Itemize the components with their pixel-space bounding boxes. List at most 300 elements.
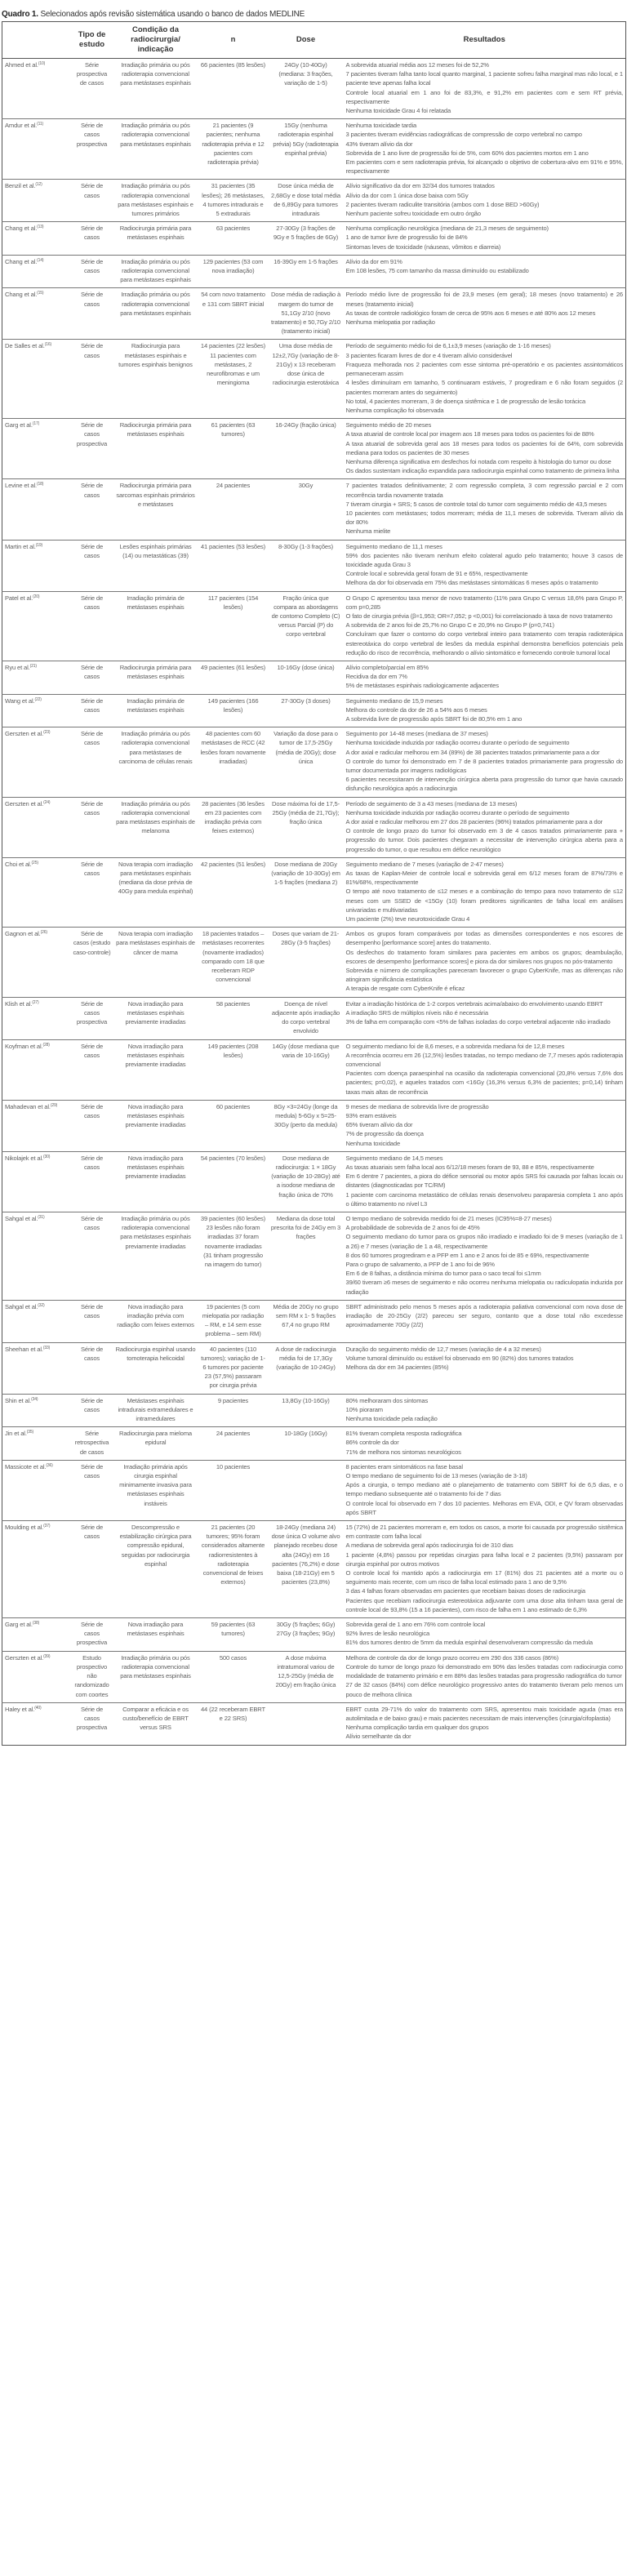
cell-condition: Nova irradiação para metástases espinhais previamente irradiadas <box>125 999 186 1026</box>
cell-condition: Descompressão e estabilização cirúrgica para compressão epidural, seguidas por radiocirurgia espinhal <box>119 1524 192 1568</box>
cell-results <box>344 1342 626 1394</box>
cell-study-type: Série de casos <box>80 1302 104 1319</box>
result-item: 7 pacientes tratados definitivamente; 2 com regressão completa, 3 com regressão parcial e 2 com recorrência tardia novamente tratada <box>345 482 623 499</box>
result-item: Pacientes que recebiam radiocirurgia estereotáxica adjuvante com uma dose alta tinham taxa geral de controle local de 93,8% (15 a 16 pacientes), com risco de falha em 1 ano estimado de 6,3% <box>345 1596 623 1613</box>
result-item: O controle local foi mantido após a radiocirurgia em 17 (81%) dos 21 pacientes até a morte ou o seguimento mais recente, com um risco de falha local estimado para 1 ano de 9,5% <box>345 1569 623 1586</box>
result-item: Sobrevida e número de complicações pareceram favorecer o grupo CyberKnife, mas as diferenças não atingiram significância estatística <box>345 967 623 984</box>
cell-study-type: Série de casos <box>80 1396 104 1413</box>
header-results: Resultados <box>344 22 626 59</box>
cell-dose: Dose mediana de radiocirurgia: 1 × 18Gy (variação de 10-28Gy) até a isodose mediana de fração única de 70% <box>271 1154 340 1199</box>
result-item: Em 6 de 8 falhas, a distância mínima do tumor para o saco tecal foi ≤1mm <box>345 1270 541 1278</box>
cell-results <box>344 340 626 419</box>
result-item: A taxa atuarial de controle local por imagem aos 18 meses para todos os pacientes foi de 88% <box>345 430 594 438</box>
author-name: Gerszten et al. <box>5 1653 44 1662</box>
cell-condition: Radiocirurgia primária para metástases espinhais <box>119 225 192 242</box>
author-name: Klish et al. <box>5 999 33 1008</box>
result-item: As taxas atuariais sem falha local aos 6/12/18 meses foram de 93, 88 e 85%, respectivamente <box>345 1163 594 1171</box>
reference-number: (35) <box>26 1430 34 1435</box>
cell-study-type: Série de casos <box>80 1345 104 1362</box>
result-item: EBRT custa 29-71% do valor do tratamento com SRS, apresentou mais toxicidade aguda (mas era autolimitada e de baixo grau) e mais pacientes necessitam de mais intervenções (cirurgia/cifoplastia) <box>345 1705 623 1722</box>
cell-study-type: Série de casos <box>80 182 104 199</box>
cell-condition: Radiocirurgia espinhal usando tomoterapia helicoidal <box>115 1345 196 1362</box>
result-item: O controle local foi observado em 7 dos 10 pacientes. Melhoras em EVA, ODI, e QV foram observadas após SBRT <box>345 1499 623 1516</box>
cell-study-type: Série de casos <box>80 1154 104 1171</box>
cell-results <box>344 727 626 797</box>
cell-condition: Irradiação primária ou pós radioterapia convencional para metástases espinhais <box>120 1653 191 1680</box>
result-item: Nenhuma complicação tardia em qualquer dos grupos <box>345 1724 489 1732</box>
reference-number: (32) <box>38 1302 45 1308</box>
reference-number: (20) <box>33 594 40 599</box>
result-item: Seguimento médio de 20 meses <box>345 421 432 429</box>
cell-n: 21 pacientes (20 tumores; 95% foram considerados altamente radiorresistentes à radioterapia convencional de feixes externos) <box>201 1524 265 1586</box>
result-item: Nenhuma toxicidade induzida por radiação ocorreu durante o período de seguimento <box>345 808 570 816</box>
cell-results <box>344 997 626 1039</box>
cell-condition: Nova irradiação para metástases espinhais previamente irradiadas <box>125 1042 186 1068</box>
cell-study-type: Estudo prospectivo não randomizado com coortes <box>74 1653 109 1698</box>
result-item: O seguimento mediano do tumor para os grupos não irradiado e irradiado foi de 9 meses (variação de 1 a 26) e 7 meses (variação de 1 a 48, respectivamente <box>345 1233 623 1250</box>
result-item: Em 108 lesões, 75 com tamanho da massa diminuído ou estabilizado <box>345 267 529 275</box>
cell-author <box>2 419 71 479</box>
cell-author <box>2 479 71 540</box>
result-item: Sobrevida de 1 ano livre de progressão foi de 5%, com 60% dos pacientes mortos em 1 ano <box>345 149 589 157</box>
table-row <box>2 222 626 256</box>
table-row <box>2 857 626 927</box>
cell-condition: Nova terapia com irradiação para metástases espinhais (mediana da dose prévia de 40Gy para medula espinhal) <box>118 860 193 896</box>
cell-results <box>344 180 626 222</box>
author-name: Shin et al. <box>5 1396 32 1404</box>
cell-author <box>2 1521 71 1618</box>
cell-dose: 8Gy ×3=24Gy (longe da medula) 5-6Gy x 5=25- 30Gy (perto da medula) <box>273 1102 338 1129</box>
cell-results <box>344 1039 626 1100</box>
cell-condition: Irradiação primária de metástases espinhais <box>127 696 185 714</box>
result-item: 71% de melhora nos sintomas neurológicos <box>345 1448 461 1456</box>
result-item: A sobrevida atuarial média aos 12 meses foi de 52,2% <box>345 61 489 69</box>
reference-number: (25) <box>31 860 38 865</box>
author-name: Choi et al. <box>5 860 32 868</box>
result-item: 59% dos pacientes não tiveram nenhum efeito colateral agudo pelo tratamento; houve 3 casos de toxicidade aguda Grau 3 <box>345 551 623 568</box>
cell-dose: 27-30Gy (3 frações de 9Gy e 5 frações de 6Gy) <box>273 225 339 242</box>
cell-condition: Nova irradiação para irradiação prévia com radiação com feixes externos <box>117 1302 194 1329</box>
cell-author <box>2 1151 71 1212</box>
cell-dose: 16-39Gy em 1-5 frações <box>273 257 338 265</box>
cell-condition: Radiocirurgia primária para sarcomas espinhais primários e metástases <box>116 482 195 508</box>
cell-author <box>2 119 71 180</box>
header-dose: Dose <box>269 22 344 59</box>
cell-dose <box>269 1460 344 1520</box>
result-item: Alívio significativo da dor em 32/34 dos tumores tratados <box>345 182 495 190</box>
result-item: O fato de cirurgia prévia (β=1,953; OR=7,052; p <0,001) foi correlacionado à taxa de novo tratamento <box>345 612 612 620</box>
reference-number: (31) <box>38 1214 45 1220</box>
result-item: Período médio livre de progressão foi de 23,9 meses (em geral); 18 meses (novo tratamento) e 26 meses (tratamento inicial) <box>345 291 623 308</box>
cell-n: 18 pacientes tratados – metástases recorrentes (novamente irradiados) comparado com 18 que receberam RDP convencional <box>202 930 265 984</box>
author-name: Benzil et al. <box>5 182 36 190</box>
result-item: A sobrevida livre de progressão após SBRT foi de 80,5% em 1 ano <box>345 715 522 723</box>
author-name: Levine et al. <box>5 482 37 490</box>
cell-condition: Radiocirurgia primária para metástases espinhais <box>119 421 192 438</box>
result-item: 9 meses de mediana de sobrevida livre de progressão <box>345 1102 489 1110</box>
cell-dose: Média de 20Gy no grupo sem RM x 1- 5 frações 67,4 no grupo RM <box>273 1302 339 1329</box>
result-item: 7% de progressão da doença <box>345 1130 424 1138</box>
table-row <box>2 1460 626 1520</box>
author-name: Massicote et al. <box>5 1462 47 1470</box>
cell-condition: Nova irradiação para metástases espinhais previamente irradiadas <box>125 1102 186 1129</box>
cell-dose: Dose média de radiação à margem do tumor de 51,1Gy 2/10 (novo tratamento) e 50,7Gy 2/10 (tratamento inicial) <box>270 291 341 336</box>
header-author <box>2 22 71 59</box>
result-item: 65% tiveram alívio da dor <box>345 1121 413 1129</box>
reference-number: (15) <box>37 291 44 296</box>
table-row <box>2 180 626 222</box>
cell-n: 54 com novo tratamento e 131 com SBRT inicial <box>201 291 265 308</box>
cell-author <box>2 222 71 256</box>
cell-author <box>2 591 71 661</box>
cell-results <box>344 1618 626 1652</box>
result-item: 1 ano de tumor livre de progressão foi de 84% <box>345 234 468 242</box>
author-name: Patel et al. <box>5 594 33 602</box>
result-item: Duração do seguimento médio de 12,7 meses (variação de 4 a 32 meses) <box>345 1345 541 1353</box>
cell-author <box>2 1651 71 1702</box>
result-item: No total, 4 pacientes morreram, 3 de doença sistêmica e 1 de progressão de lesão torácica <box>345 397 586 405</box>
author-name: Koyfman et al. <box>5 1042 43 1050</box>
cell-author <box>2 180 71 222</box>
cell-n: 41 pacientes (53 lesões) <box>200 542 266 550</box>
cell-n: 31 pacientes (35 lesões); 26 metástases, 4 tumores intradurais e 5 extradurais <box>202 182 265 218</box>
result-item: 15 (72%) de 21 pacientes morreram e, em todos os casos, a morte foi causada por progressão sistêmica em contraste com falha local <box>345 1524 623 1541</box>
result-item: 81% dos tumores dentro de 5mm da medula espinhal desenvolveram compressão da medula <box>345 1639 593 1647</box>
result-item: Melhora da dor em 34 pacientes (85%) <box>345 1364 449 1371</box>
result-item: Nenhuma complicação neurológica (mediana de 21,3 meses de seguimento) <box>345 225 549 233</box>
author-name: Martin et al. <box>5 542 36 550</box>
cell-author <box>2 255 71 288</box>
cell-n: 66 pacientes (85 lesões) <box>200 61 266 69</box>
result-item: Alívio completo/parcial em 85% <box>345 663 429 671</box>
author-name: Haley et al. <box>5 1705 35 1713</box>
result-item: Em pacientes com e sem radioterapia prévia, foi alcançado o objetivo de cobertura-alvo em 91% e 95%, respectivamente <box>345 158 623 176</box>
author-name: Garg et al. <box>5 1621 33 1629</box>
result-item: Controle local atuarial em 1 ano foi de 83,3%, e 91,2% em pacientes com e sem RT prévia, respectivamente <box>345 88 623 105</box>
table-row <box>2 1618 626 1652</box>
cell-author <box>2 727 71 797</box>
result-item: Recidiva da dor em 7% <box>345 673 407 681</box>
reference-number: (39) <box>43 1653 51 1659</box>
result-item: Melhora da dor foi observada em 75% das metástases sintomáticas 6 meses após o tratamento <box>345 579 598 587</box>
author-name: Garg et al. <box>5 421 33 429</box>
result-item: Seguimento mediano de 14,5 meses <box>345 1154 443 1162</box>
author-name: Sahgal et al. <box>5 1214 38 1222</box>
reference-number: (10) <box>38 61 46 66</box>
table-header <box>2 22 626 59</box>
cell-results <box>344 479 626 540</box>
cell-dose: 10-18Gy (16Gy) <box>284 1430 327 1438</box>
result-item: 3 pacientes tiveram evidências radiográficas de compressão de corpo vertebral no campo <box>345 131 582 139</box>
reference-number: (17) <box>32 421 40 427</box>
cell-study-type: Série de casos <box>80 730 104 747</box>
table-row <box>2 1702 626 1745</box>
cell-study-type: Série retrospectiva de casos <box>74 1430 109 1456</box>
cell-dose: Dose mediana de 20Gy (variação de 10-30Gy) em 1-5 frações (mediana 2) <box>271 860 340 887</box>
result-item: 10% pioraram <box>345 1405 383 1413</box>
cell-n: 44 (22 receberam EBRT e 22 SRS) <box>200 1705 265 1722</box>
result-item: O tempo mediano de sobrevida medido foi de 21 meses (IC95%=8-27 meses) <box>345 1214 552 1222</box>
cell-dose: Dose única média de 2,68Gy e dose total média de 6,89Gy para tumores intradurais <box>271 182 340 218</box>
reference-number: (11) <box>37 122 44 127</box>
table-row <box>2 419 626 479</box>
cell-author <box>2 997 71 1039</box>
author-name: Mahadevan et al. <box>5 1102 51 1110</box>
reference-number: (13) <box>37 225 44 230</box>
reference-number: (14) <box>37 257 44 263</box>
result-item: A irradiação SRS de múltiplos níveis não é necessária <box>345 1008 488 1017</box>
cell-study-type: Série de casos <box>80 1524 104 1541</box>
result-item: Sobrevida geral de 1 ano em 76% com controle local <box>345 1621 486 1629</box>
cell-study-type: Série de casos (estudo caso-controle) <box>73 930 111 956</box>
reference-number: (16) <box>44 342 51 348</box>
author-name: Gerszten et al. <box>5 730 44 738</box>
table-row <box>2 1427 626 1461</box>
reference-number: (34) <box>31 1396 38 1402</box>
cell-n: 59 pacientes (63 tumores) <box>211 1621 256 1638</box>
cell-n: 129 pacientes (53 com nova irradiação) <box>202 257 264 275</box>
cell-results <box>344 1300 626 1342</box>
author-name: Gagnon et al. <box>5 930 41 938</box>
cell-dose: Doença de nível adjacente após irradiação do corpo vertebral envolvido <box>271 999 340 1035</box>
cell-author <box>2 928 71 997</box>
result-item: A mediana de sobrevida geral após radiocirurgia foi de 310 dias <box>345 1542 514 1550</box>
result-item: Período de seguimento médio foi de 6,1±3,9 meses (variação de 1-16 meses) <box>345 342 551 350</box>
result-item: Nenhuma toxicidade tardia <box>345 122 417 130</box>
reference-number: (26) <box>40 930 47 936</box>
result-item: A recorrência ocorreu em 26 (12,5%) lesões tratadas, no tempo mediano de 7,7 meses após radioterapia convencional <box>345 1051 623 1068</box>
cell-study-type: Série de casos prospectiva <box>76 999 108 1026</box>
result-item: Evitar a irradiação histórica de 1-2 corpos vertebrais acima/abaixo do envolvimento usando EBRT <box>345 999 603 1008</box>
cell-study-type: Série de casos <box>80 663 104 681</box>
table-row <box>2 661 626 694</box>
result-item: Controle do tumor de longo prazo foi demonstrado em 90% das lesões tratadas com radiocirurgia como modalidade de tratamento primário e em 88% das lesões tratadas para progressão radiográfica do tumor <box>345 1662 623 1680</box>
cell-results <box>344 1521 626 1618</box>
cell-author <box>2 1618 71 1652</box>
result-item: A probabilidade de sobrevida de 2 anos foi de 45% <box>345 1224 480 1232</box>
cell-condition: Irradiação primária após cirurgia espinhal minimamente invasiva para metástases espinhais instáveis <box>119 1462 192 1507</box>
reference-number: (28) <box>42 1042 50 1048</box>
cell-study-type: Série de casos prospectiva <box>76 1621 108 1647</box>
result-item: 5% de metástases espinhais radiologicamente adjacentes <box>345 682 499 690</box>
cell-results <box>344 59 626 119</box>
header-condition: Condição da radiocirurgia/ indicação <box>113 22 198 59</box>
cell-dose: Doses que variam de 21-28Gy (3-5 frações) <box>272 930 340 947</box>
result-item: Nenhuma toxicidade <box>345 1139 401 1147</box>
cell-dose: Uma dose média de 12±2,7Gy (variação de 8-21Gy) x 13 receberam dose única de radiocirurgia esterotáxica <box>272 342 340 387</box>
cell-study-type: Série de casos <box>80 291 104 308</box>
cell-results <box>344 419 626 479</box>
cell-results <box>344 1212 626 1300</box>
cell-n: 14 pacientes (22 lesões) 11 pacientes com metástases, 2 neurofibromas e um meningioma <box>200 342 266 387</box>
cell-n: 24 pacientes <box>216 1430 251 1438</box>
result-item: 8 dos 60 tumores progrediram e a PFP em 1 ano e 2 anos foi de 85 e 69%, respectivamente <box>345 1251 589 1259</box>
cell-results <box>344 288 626 340</box>
cell-n: 9 pacientes <box>217 1396 249 1404</box>
cell-dose: Variação da dose para o tumor de 17,5-25Gy (média de 20Gy); dose única <box>273 730 338 765</box>
result-item: Sintomas leves de toxicidade (náuseas, vômitos e diarreia) <box>345 242 501 251</box>
cell-study-type: Série de casos <box>80 1102 104 1119</box>
cell-study-type: Série de casos <box>80 342 104 359</box>
cell-author <box>2 1342 71 1394</box>
cell-condition: Irradiação primária ou pós radioterapia convencional para metástases espinhais de melanoma <box>116 799 195 835</box>
author-name: Moulding et al. <box>5 1524 44 1532</box>
cell-results <box>344 1394 626 1427</box>
reference-number: (30) <box>42 1154 51 1159</box>
cell-n: 54 pacientes (70 lesões) <box>200 1154 266 1162</box>
reference-number: (24) <box>43 799 51 805</box>
cell-n: 24 pacientes <box>216 482 251 490</box>
cell-results <box>344 255 626 288</box>
result-item: Nenhuma diferença significativa em desfechos foi notada com respeito à histologia do tumor ou dose <box>345 457 611 465</box>
cell-author <box>2 694 71 727</box>
cell-dose: 15Gy (nenhuma radioterapia espinhal prévia) 5Gy (radioterapia espinhal prévia) <box>273 122 339 157</box>
cell-dose: 30Gy (5 frações; 6Gy) 27Gy (3 frações; 9Gy) <box>276 1621 336 1638</box>
cell-n: 21 pacientes (9 pacientes; nenhuma radioterapia prévia e 12 pacientes com radioterapia prévia) <box>202 122 265 167</box>
author-name: De Salles et al. <box>5 342 45 350</box>
cell-n: 42 pacientes (51 lesões) <box>200 860 266 868</box>
reference-number: (12) <box>35 182 42 188</box>
result-item: Concluíram que fazer o contorno do corpo vertebral inteiro para tratamento com terapia radioterápica estereotáxica do corpo vertebral de lesões da medula espinhal demonstra benefícios potenciais pela redução do risco de recorrência, melhorando o alívio sintomático e fornecendo controle tumoral local <box>345 630 623 656</box>
table-row <box>2 1342 626 1394</box>
result-item: A taxa atuarial de sobrevida geral aos 18 meses para todos os pacientes foi de 64%, com sobrevida mediana para todos os pacientes de 30 meses <box>345 439 623 456</box>
cell-n: 28 pacientes (36 lesões em 23 pacientes com irradiação prévia com feixes externos) <box>202 799 265 835</box>
result-item: Em 6 dentre 7 pacientes, a piora do défice sensorial ou motor após SRS foi causada por falhas locais ou distantes (diagnosticadas por TC/RM) <box>345 1172 623 1190</box>
table-row <box>2 1100 626 1151</box>
cell-dose: Mediana da dose total prescrita foi de 24Gy em 3 frações <box>270 1214 341 1241</box>
cell-results <box>344 1100 626 1151</box>
cell-author <box>2 1702 71 1745</box>
result-item: A terapia de resgate com CyberKnife é eficaz <box>345 985 465 993</box>
result-item: Após a cirurgia, o tempo mediano até o planejamento de tratamento com SBRT foi de 6,5 dias, e o tempo mediano subsequente até o tratamento foi de 7 dias <box>345 1481 623 1498</box>
reference-number: (23) <box>43 730 51 736</box>
table-row <box>2 1212 626 1300</box>
result-item: Melhora de controle da dor de longo prazo ocorreu em 290 dos 336 casos (86%) <box>345 1653 558 1662</box>
cell-n: 39 pacientes (60 lesões) 23 lesões não foram irradiadas 37 foram novamente irradiadas (31 tinham progressão na imagem do tumor) <box>200 1214 266 1268</box>
cell-dose: 8-30Gy (1-3 frações) <box>278 542 334 550</box>
cell-study-type: Série de casos <box>80 1214 104 1232</box>
table-row <box>2 1039 626 1100</box>
cell-condition: Irradiação primária ou pós radioterapia convencional para metástases espinhais e tumores primários <box>118 182 193 218</box>
author-name: Wang et al. <box>5 696 35 705</box>
cell-dose: 14Gy (dose mediana que varia de 10-16Gy) <box>272 1042 340 1059</box>
result-item: Para o grupo de salvamento, a PFP de 1 ano foi de 96% <box>345 1260 495 1268</box>
result-item: 1 paciente (4,8%) passou por repetidas cirurgias para falha local e 2 pacientes (9,5%) passaram por cirurgia espinhal por outros motivos <box>345 1550 623 1568</box>
table-row <box>2 540 626 591</box>
author-name: Ryu et al. <box>5 663 30 671</box>
result-item: 7 tiveram cirurgia + SRS; 5 casos de controle total do tumor com seguimento médio de 43,5 meses <box>345 500 607 508</box>
cell-results <box>344 119 626 180</box>
result-item: As taxas de controle radiológico foram de cerca de 95% aos 6 meses e até 80% aos 12 meses <box>345 309 596 317</box>
cell-n: 500 casos <box>219 1653 247 1662</box>
result-item: O tempo até novo tratamento de ≤12 meses e a combinação do tempo para novo tratamento de ≤12 meses com um SSED de <15Gy (10) foram preditores significantes de falha local em análises univariadas e multivariadas <box>345 888 623 914</box>
caption-label: Quadro 1. <box>2 10 38 19</box>
result-item: O seguimento mediano foi de 8,6 meses, e a sobrevida mediana foi de 12,8 meses <box>345 1042 565 1050</box>
reference-number: (29) <box>50 1102 58 1108</box>
result-item: Nenhuma mielopatia por radiação <box>345 318 435 327</box>
header-n: n <box>198 22 269 59</box>
cell-study-type: Série de casos <box>80 799 104 816</box>
cell-dose: 13,8Gy (10-16Gy) <box>282 1396 330 1404</box>
result-item: 6 pacientes necessitaram de intervenção cirúrgica aberta para progressão do tumor que havia causado disfunção neurológica após a radiocirurgia <box>345 776 623 793</box>
result-item: Nenhuma mielite <box>345 527 391 536</box>
cell-dose: 24Gy (10-40Gy) (mediana: 3 frações, variação de 1-5) <box>278 61 333 87</box>
table-row <box>2 340 626 419</box>
result-item: O tempo mediano de seguimento foi de 13 meses (variação de 3-18) <box>345 1472 527 1480</box>
cell-study-type: Série de casos <box>80 225 104 242</box>
result-item: Nenhuma toxicidade pela radiação <box>345 1415 438 1423</box>
cell-study-type: Série de casos <box>80 542 104 559</box>
result-item: Alívio da dor com 1 única dose baixa com 5Gy <box>345 191 469 199</box>
result-item: 92% livres de lesão neurológica <box>345 1630 430 1638</box>
cell-author <box>2 1212 71 1300</box>
table-row <box>2 255 626 288</box>
cell-dose: 27-30Gy (3 doses) <box>281 696 331 705</box>
table-row <box>2 591 626 661</box>
cell-condition: Radiocirurgia para metástases espinhais e tumores espinhais benignos <box>118 342 193 368</box>
cell-results <box>344 1460 626 1520</box>
result-item: 7 pacientes tiveram falha tanto local quanto marginal, 1 paciente sofreu falha marginal mas não local, e 1 paciente teve apenas falha local <box>345 70 623 87</box>
cell-results <box>344 928 626 997</box>
cell-author <box>2 340 71 419</box>
cell-condition: Radiocirurgia para mieloma epidural <box>119 1430 192 1447</box>
cell-dose: A dose máxima intratumoral variou de 12,5-25Gy (média de 20Gy) em fração única <box>275 1653 336 1689</box>
cell-study-type: Série de casos prospectiva <box>76 1705 108 1732</box>
cell-n: 61 pacientes (63 tumores) <box>211 421 256 438</box>
caption-text: Selecionados após revisão sistemática usando o banco de dados MEDLINE <box>38 10 305 19</box>
table-row <box>2 1394 626 1427</box>
result-item: Alívio da dor em 91% <box>345 257 402 265</box>
reference-number: (22) <box>34 696 42 702</box>
cell-dose: 16-24Gy (fração única) <box>275 421 336 429</box>
result-item: 1 paciente com carcinoma metastático de células renais desenvolveu paraparesia completa 1 ano após o último tratamento no nível L3 <box>345 1190 623 1208</box>
cell-results <box>344 1427 626 1461</box>
result-item: 27 de 32 casos (84%) com défice neurológico progressivo antes do tratamento tiveram pelo menos um pouco de melhora clínica <box>345 1681 623 1698</box>
result-item: 3 pacientes ficaram livres de dor e 4 tiveram alívio considerável <box>345 351 513 359</box>
cell-author <box>2 857 71 927</box>
cell-author <box>2 661 71 694</box>
cell-study-type: Série de casos <box>80 696 104 714</box>
cell-results <box>344 694 626 727</box>
table-row <box>2 928 626 997</box>
result-item: O controle de longo prazo do tumor foi observado em 3 de 4 casos tratados primariamente para + progressão do tumor. Dois pacientes chegaram a necessitar de intervenção cirúrgica aberta para a progressão do tumor, o que resultou em défice neurológico <box>345 827 623 853</box>
result-item: 3% de falha em comparação com <5% de falhas isoladas do corpo vertebral adjacente não irradiado <box>345 1018 611 1026</box>
cell-author <box>2 797 71 857</box>
cell-condition: Nova irradiação para metástases espinhais previamente irradiadas <box>125 1154 186 1181</box>
cell-study-type: Série de casos prospectiva <box>76 122 108 148</box>
author-name: Jin et al. <box>5 1430 27 1438</box>
cell-author <box>2 1427 71 1461</box>
table-row <box>2 479 626 540</box>
cell-n: 117 pacientes (154 lesões) <box>207 594 259 611</box>
result-item: As taxas de Kaplan-Meier de controle local e sobrevida geral em 6/12 meses foram de 87%/73% e 81%/68%, respectivamente <box>345 870 623 887</box>
cell-condition: Irradiação primária ou pós radioterapia convencional para metástases espinhais <box>120 61 191 87</box>
author-name: Ahmed et al. <box>5 61 38 69</box>
cell-study-type: Série prospectiva de casos <box>76 61 108 87</box>
cell-dose: Fração única que compara as abordagens de contorno Completo (C) versus Parcial (P) do corpo vertebral <box>271 594 340 638</box>
header-study-type: Tipo de estudo <box>71 22 113 59</box>
result-item: Seguimento mediano de 15,9 meses <box>345 696 443 705</box>
author-name: Nikolajek et al. <box>5 1154 43 1162</box>
cell-n: 40 pacientes (110 tumores); variação de 1-6 tumores por paciente 23 (57,5%) passaram por cirurgia prévia <box>201 1345 265 1390</box>
cell-author <box>2 1300 71 1342</box>
result-item: Um paciente (2%) teve neurotoxicidade Grau 4 <box>345 915 470 923</box>
table-row <box>2 288 626 340</box>
result-item: A dor axial e radicular melhorou em 27 dos 28 pacientes (96%) tratados primariamente para a dor <box>345 818 603 826</box>
table-row <box>2 1521 626 1618</box>
cell-results <box>344 661 626 694</box>
result-item: Período de seguimento de 3 a 43 meses (mediana de 13 meses) <box>345 799 518 808</box>
